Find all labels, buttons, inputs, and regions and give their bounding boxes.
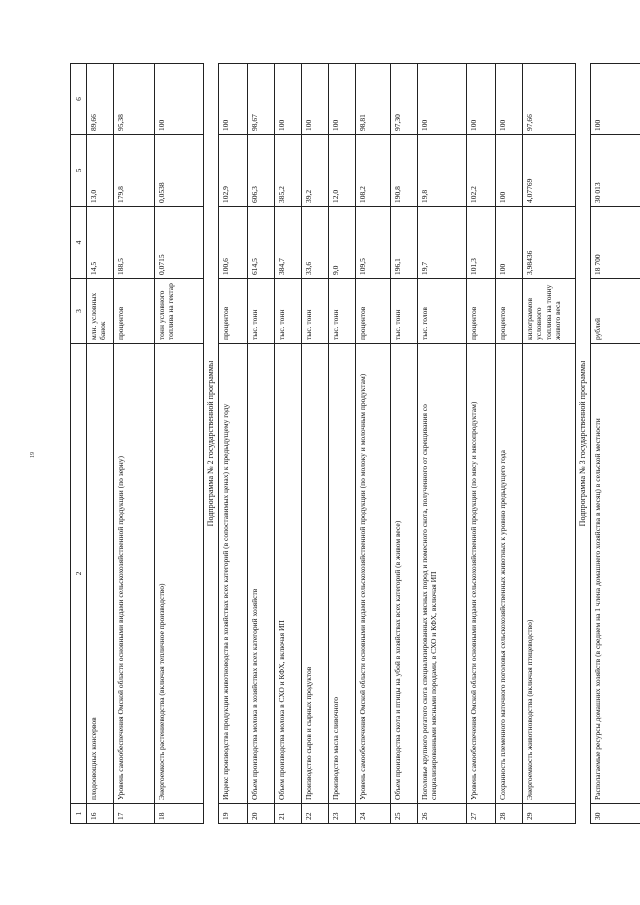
unit-cell: тыс. тонн (248, 279, 275, 344)
unit-cell: килограммов условного топлива на тонну живого веса (523, 279, 576, 344)
value-col-5: 39,2 (302, 135, 329, 207)
indicator-name: Поголовье крупного рогатого скота специализированных мясных пород и помесного скота, полученного от скрещивания со специализированными мясными породами, в СХО и КФХ, включая ИП (418, 344, 467, 804)
indicator-name: Располагаемые ресурсы домашних хозяйств (в среднем на 1 члена домашнего хозяйства в месяц) в сельской местности (591, 344, 640, 804)
value-col-6: 100 (467, 64, 496, 135)
indicator-name: Объем производства молока в хозяйствах всех категорий хозяйств (248, 344, 275, 804)
table-row (302, 64, 329, 824)
value-col-4: 0,0715 (155, 207, 204, 279)
section-row (204, 64, 219, 824)
table-row (467, 64, 496, 824)
value-col-4: 384,7 (275, 207, 302, 279)
value-col-6: 100 (591, 64, 640, 135)
indicator-name: Производство сыров и сырных продуктов (302, 344, 329, 804)
row-number: 24 (356, 804, 391, 824)
header-col-6: 6 (71, 64, 87, 135)
indicator-name: Уровень самообеспечения Омской области основными видами сельскохозяйственной продукции (по молоку и молочным продуктам) (356, 344, 391, 804)
value-col-5: 12,0 (329, 135, 356, 207)
indicator-name: Производство масла сливочного (329, 344, 356, 804)
value-col-5: 385,2 (275, 135, 302, 207)
section-title-2: Подпрограмма № 2 государственной программы (204, 64, 219, 824)
table-row (391, 64, 418, 824)
rotated-page (70, 64, 630, 824)
header-row (71, 64, 87, 824)
value-col-4: 9,0 (329, 207, 356, 279)
page-number: 19 (30, 452, 36, 458)
value-col-4: 19,7 (418, 207, 467, 279)
value-col-4: 100 (496, 207, 523, 279)
value-col-4: 14,5 (87, 207, 114, 279)
table-row (248, 64, 275, 824)
table-row (591, 64, 640, 824)
value-col-6: 100 (275, 64, 302, 135)
row-number: 21 (275, 804, 302, 824)
unit-cell: тыс. тонн (391, 279, 418, 344)
value-col-5: 190,8 (391, 135, 418, 207)
value-col-6: 98,67 (248, 64, 275, 135)
table-row (219, 64, 248, 824)
value-col-4: 196,1 (391, 207, 418, 279)
header-col-5: 5 (71, 135, 87, 207)
value-col-4: 100,6 (219, 207, 248, 279)
value-col-4: 614,5 (248, 207, 275, 279)
value-col-6: 98,81 (356, 64, 391, 135)
value-col-5: 0,0538 (155, 135, 204, 207)
header-col-4: 4 (71, 207, 87, 279)
unit-cell: тыс. голов (418, 279, 467, 344)
value-col-4: 101,3 (467, 207, 496, 279)
table-row (496, 64, 523, 824)
unit-cell: процентов (467, 279, 496, 344)
value-col-6: 100 (155, 64, 204, 135)
indicator-name: Энергоемкость растениеводства (включая тепличное производство) (155, 344, 204, 804)
row-number: 23 (329, 804, 356, 824)
value-col-5: 102,9 (219, 135, 248, 207)
indicator-name: Индекс производства продукции животноводства в хозяйствах всех категорий (в сопоставимых ценах) к предыдущему году (219, 344, 248, 804)
unit-cell: тонн условного топлива на гектар (155, 279, 204, 344)
indicator-name: Энергоемкость животноводства (включая птицеводство) (523, 344, 576, 804)
value-col-6: 97,66 (523, 64, 576, 135)
indicator-name: Объем производства скота и птицы на убой в хозяйствах всех категорий (в живом весе) (391, 344, 418, 804)
value-col-6: 100 (418, 64, 467, 135)
unit-cell: процентов (356, 279, 391, 344)
value-col-5: 19,8 (418, 135, 467, 207)
value-col-6: 100 (496, 64, 523, 135)
row-number: 30 (591, 804, 640, 824)
table-row (275, 64, 302, 824)
section-title-3: Подпрограмма № 3 государственной программы (576, 64, 591, 824)
row-number: 26 (418, 804, 467, 824)
indicator-name: Уровень самообеспечения Омской области основными видами сельскохозяйственной продукции (по мясу и мясопродуктам) (467, 344, 496, 804)
value-col-6: 100 (302, 64, 329, 135)
row-number: 18 (155, 804, 204, 824)
value-col-6: 95,38 (114, 64, 155, 135)
value-col-4: 188,5 (114, 207, 155, 279)
value-col-6: 100 (219, 64, 248, 135)
row-number: 20 (248, 804, 275, 824)
value-col-5: 30 013 (591, 135, 640, 207)
unit-cell: процентов (219, 279, 248, 344)
table-row (356, 64, 391, 824)
row-number: 28 (496, 804, 523, 824)
value-col-5: 108,2 (356, 135, 391, 207)
value-col-6: 89,66 (87, 64, 114, 135)
value-col-5: 179,8 (114, 135, 155, 207)
row-number: 29 (523, 804, 576, 824)
value-col-5: 4,07769 (523, 135, 576, 207)
table-row (87, 64, 114, 824)
table-row (155, 64, 204, 824)
row-number: 19 (219, 804, 248, 824)
indicator-name: Сохранность племенного маточного поголовья сельскохозяйственных животных к уровню предыдущего года (496, 344, 523, 804)
value-col-6: 100 (329, 64, 356, 135)
table-row (418, 64, 467, 824)
unit-cell: тыс. тонн (275, 279, 302, 344)
indicator-name: Уровень самообеспечения Омской области основными видами сельскохозяйственной продукции (по зерну) (114, 344, 155, 804)
table-row (114, 64, 155, 824)
value-col-4: 33,6 (302, 207, 329, 279)
row-number: 25 (391, 804, 418, 824)
indicator-name: плодоовощных консервов (87, 344, 114, 804)
indicators-table (70, 63, 640, 824)
value-col-4: 18 700 (591, 207, 640, 279)
unit-cell: тыс. тонн (302, 279, 329, 344)
value-col-4: 109,5 (356, 207, 391, 279)
value-col-5: 606,3 (248, 135, 275, 207)
unit-cell: тыс. тонн (329, 279, 356, 344)
unit-cell: млн. условных банок (87, 279, 114, 344)
table-row (523, 64, 576, 824)
value-col-5: 13,0 (87, 135, 114, 207)
row-number: 16 (87, 804, 114, 824)
unit-cell: процентов (114, 279, 155, 344)
unit-cell: рублей (591, 279, 640, 344)
table-row (329, 64, 356, 824)
section-row (576, 64, 591, 824)
value-col-6: 97,30 (391, 64, 418, 135)
row-number: 22 (302, 804, 329, 824)
header-col-2: 2 (71, 344, 87, 804)
row-number: 17 (114, 804, 155, 824)
value-col-4: 3,98436 (523, 207, 576, 279)
header-col-1: 1 (71, 804, 87, 824)
value-col-5: 102,2 (467, 135, 496, 207)
unit-cell: процентов (496, 279, 523, 344)
value-col-5: 100 (496, 135, 523, 207)
row-number: 27 (467, 804, 496, 824)
header-col-3: 3 (71, 279, 87, 344)
indicator-name: Объем производства молока в СХО и КФХ, включая ИП (275, 344, 302, 804)
